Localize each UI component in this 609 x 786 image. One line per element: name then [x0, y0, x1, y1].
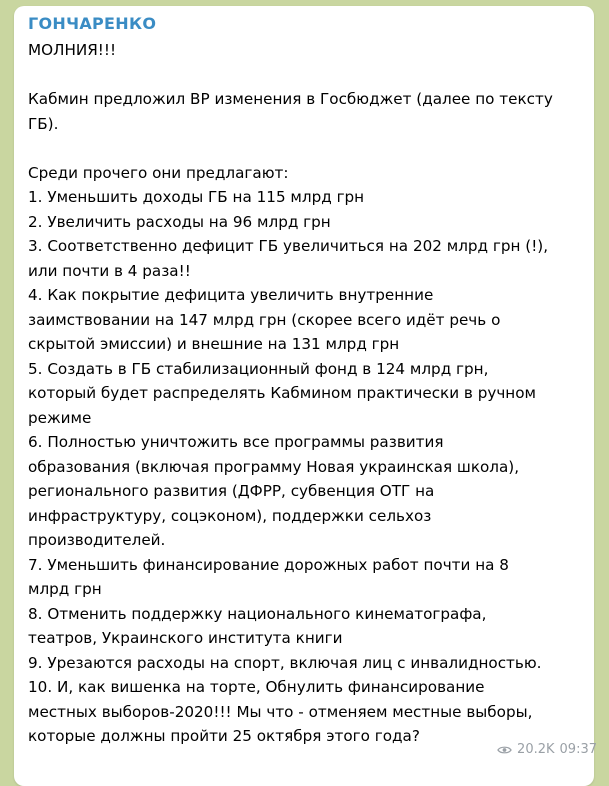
message-line: 6. Полностью уничтожить все программы развития [28, 433, 444, 451]
message-text [28, 38, 586, 749]
eye-icon [497, 745, 512, 755]
message-line: 10. И, как вишенка на торте, Обнулить финансирование [28, 678, 485, 696]
message-line: инфраструктуру, соцэконом), поддержки сельхоз [28, 506, 432, 525]
message-line: Среди прочего они предлагают: [28, 163, 289, 182]
message-bubble [14, 6, 594, 786]
channel-name[interactable]: ГОНЧАРЕНКО [28, 14, 157, 33]
message-line: 3. Соответственно дефицит ГБ увеличиться на 202 млрд грн (!), [28, 237, 549, 255]
message-line: скрытой эмиссии) и внешние на 131 млрд грн [28, 335, 400, 353]
message-line: МОЛНИЯ!!! [28, 41, 117, 59]
message-line: 2. Увеличить расходы на 96 млрд грн [28, 212, 331, 231]
message-line: или почти в 4 раза!! [28, 261, 191, 280]
views-count: 20.2K [517, 742, 555, 757]
message-line: 9. Урезаются расходы на спорт, включая лиц с инвалидностью. [28, 653, 542, 672]
message-line: театров, Украинского института книги [28, 629, 343, 647]
message-line: ГБ). [28, 114, 59, 133]
message-line: 1. Уменьшить доходы ГБ на 115 млрд грн [28, 188, 365, 206]
message-line: 8. Отменить поддержку национального кинематографа, [28, 604, 487, 623]
message-line: производителей. [28, 531, 166, 549]
message-line: местных выборов-2020!!! Мы что - отменяем местные выборы, [28, 702, 533, 721]
message-time: 09:37 [559, 742, 597, 757]
message-line: 7. Уменьшить финансирование дорожных работ почти на 8 [28, 555, 509, 574]
message-line: заимствовании на 147 млрд грн (скорее всего идёт речь о [28, 310, 501, 329]
message-line: Кабмин предложил ВР изменения в Госбюджет (далее по тексту [28, 90, 553, 108]
message-line [28, 136, 586, 161]
message-line: регионального развития (ДФРР, субвенция ОТГ на [28, 482, 435, 500]
message-line: образования (включая программу Новая украинская школа), [28, 457, 520, 476]
message-line: которые должны пройти 25 октября этого года? [28, 727, 420, 745]
message-line: который будет распределять Кабмином практически в ручном [28, 384, 536, 402]
message-line [28, 63, 586, 88]
message-line: 5. Создать в ГБ стабилизационный фонд в 124 млрд грн, [28, 359, 489, 378]
message-line: 4. Как покрытие дефицита увеличить внутренние [28, 286, 434, 304]
message-line: млрд грн [28, 580, 102, 598]
message-line: режиме [28, 408, 92, 427]
message-meta [497, 742, 597, 757]
